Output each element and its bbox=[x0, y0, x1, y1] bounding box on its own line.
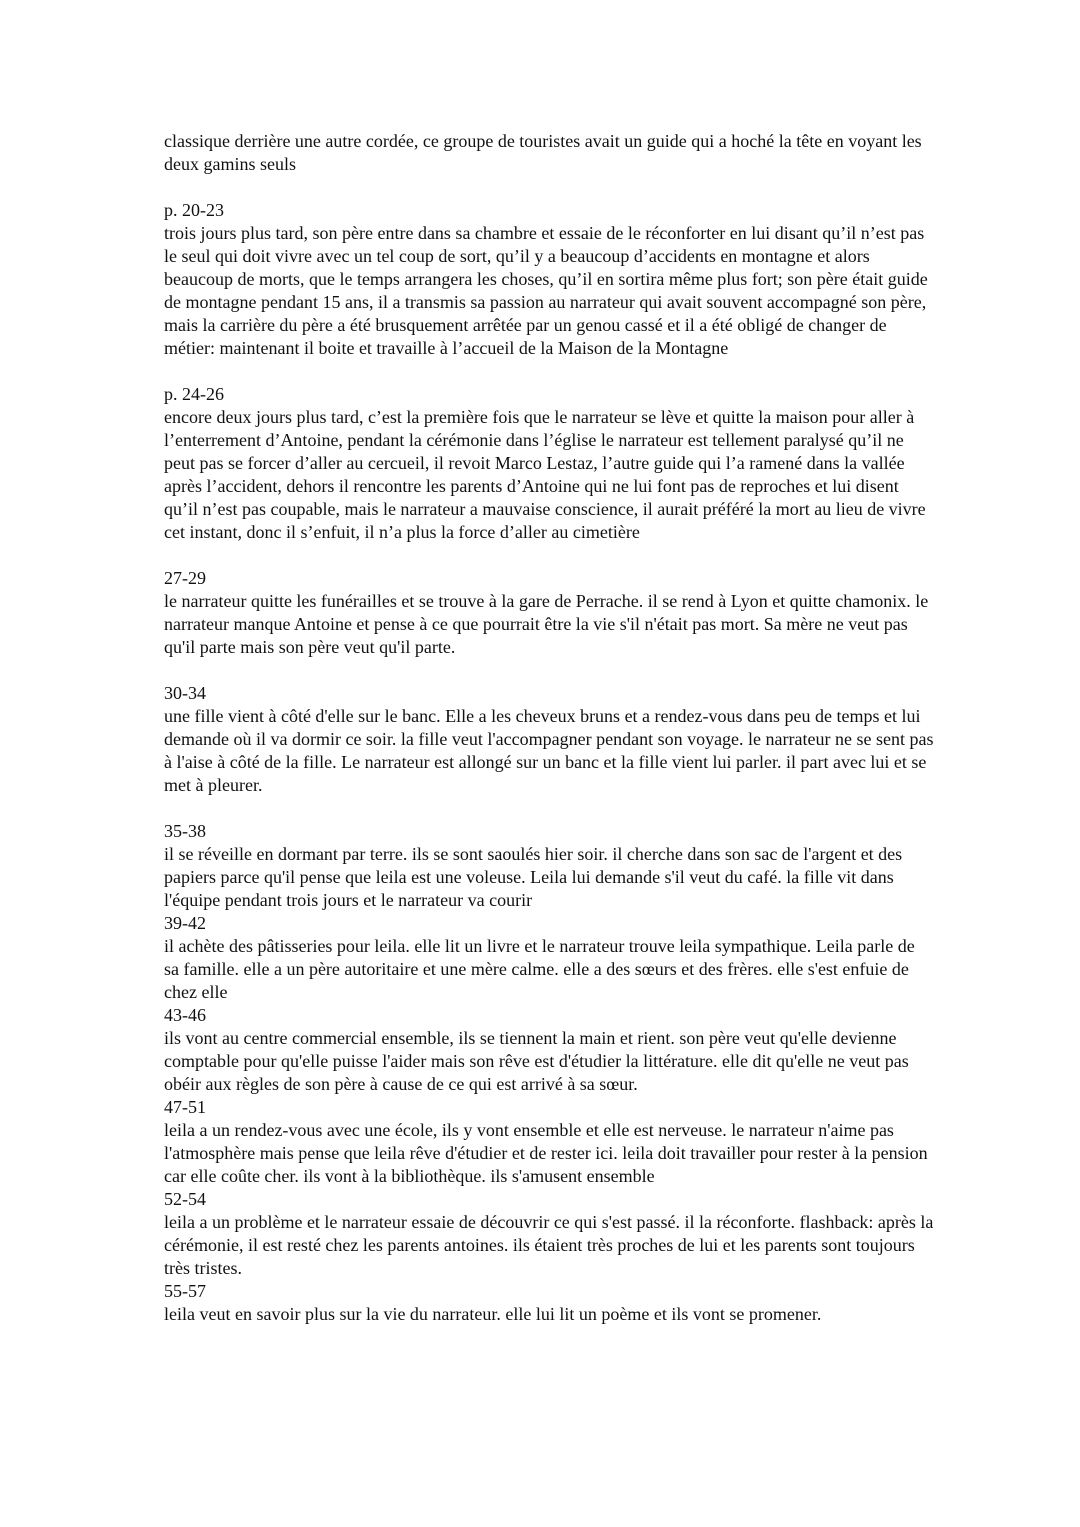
section-heading: 55-57 bbox=[164, 1281, 206, 1301]
section-text: leila a un problème et le narrateur essaie de découvrir ce qui s'est passé. il la réconforte. flashback: après la cérémonie, il est resté chez les parents antoines. ils étaient très proches de lui et les parents sont toujours très tristes. bbox=[164, 1212, 934, 1278]
section-heading: 39-42 bbox=[164, 913, 206, 933]
section-text: le narrateur quitte les funérailles et se trouve à la gare de Perrache. il se rend à Lyon et quitte chamonix. le narrateur manque Antoine et pense à ce que pourrait être la vie s'il n'était pas mort. Sa mère ne veut pas qu'il parte mais son père veut qu'il parte. bbox=[164, 591, 929, 657]
section-heading: 30-34 bbox=[164, 683, 206, 703]
section-intro bbox=[164, 130, 934, 176]
section-heading: 47-51 bbox=[164, 1097, 206, 1117]
section-text: une fille vient à côté d'elle sur le banc. Elle a les cheveux bruns et a rendez-vous dans peu de temps et lui demande où il va dormir ce soir. la fille veut l'accompagner pendant son voyage. le narrateur ne se sent pas à l'aise à côté de la fille. Le narrateur est allongé sur un banc et la fille vient lui parler. il part avec lui et se met à pleurer. bbox=[164, 706, 934, 795]
section-35-38 bbox=[164, 820, 934, 912]
document-page bbox=[164, 130, 934, 1326]
section-heading: 27-29 bbox=[164, 568, 206, 588]
section-55-57 bbox=[164, 1280, 934, 1326]
section-text: ils vont au centre commercial ensemble, ils se tiennent la main et rient. son père veut qu'elle devienne comptable pour qu'elle puisse l'aider mais son rêve est d'étudier la littérature. elle dit qu'elle ne veut pas obéir aux règles de son père à cause de ce qui est arrivé à sa sœur. bbox=[164, 1028, 909, 1094]
section-p24-26 bbox=[164, 383, 934, 544]
section-text: classique derrière une autre cordée, ce groupe de touristes avait un guide qui a hoché la tête en voyant les deux gamins seuls bbox=[164, 131, 922, 174]
section-text: il se réveille en dormant par terre. ils se sont saoulés hier soir. il cherche dans son sac de l'argent et des papiers parce qu'il pense que leila est une voleuse. Leila lui demande s'il veut du café. la fille vit dans l'équipe pendant trois jours et le narrateur va courir bbox=[164, 844, 903, 910]
section-47-51 bbox=[164, 1096, 934, 1188]
section-43-46 bbox=[164, 1004, 934, 1096]
section-52-54 bbox=[164, 1188, 934, 1280]
section-heading: 52-54 bbox=[164, 1189, 206, 1209]
section-heading: p. 20-23 bbox=[164, 200, 224, 220]
section-text: leila veut en savoir plus sur la vie du narrateur. elle lui lit un poème et ils vont se promener. bbox=[164, 1304, 822, 1324]
section-text: trois jours plus tard, son père entre dans sa chambre et essaie de le réconforter en lui disant qu’il n’est pas le seul qui doit vivre avec un tel coup de sort, qu’il y a beaucoup d’accidents en montagne et alors beaucoup de morts, que le temps arrangera les choses, qu’il en sortira même plus fort; son père était guide de montagne pendant 15 ans, il a transmis sa passion au narrateur qui avait souvent accompagné son père, mais la carrière du père a été brusquement arrêtée par un genou cassé et il a été obligé de changer de métier: maintenant il boite et travaille à l’accueil de la Maison de la Montagne bbox=[164, 223, 928, 358]
section-27-29 bbox=[164, 567, 934, 659]
section-text: encore deux jours plus tard, c’est la première fois que le narrateur se lève et quitte la maison pour aller à l’enterrement d’Antoine, pendant la cérémonie dans l’église le narrateur est tellement paralysé qu’il ne peut pas se forcer d’aller au cercueil, il revoit Marco Lestaz, l’autre guide qui l’a ramené dans la vallée après l’accident, dehors il rencontre les parents d’Antoine qui ne lui font pas de reproches et lui disent qu’il n’est pas coupable, mais le narrateur a mauvaise conscience, il aurait préféré la mort au lieu de vivre cet instant, donc il s’enfuit, il n’a plus la force d’aller au cimetière bbox=[164, 407, 926, 542]
section-heading: p. 24-26 bbox=[164, 384, 224, 404]
section-39-42 bbox=[164, 912, 934, 1004]
section-text: leila a un rendez-vous avec une école, ils y vont ensemble et elle est nerveuse. le narrateur n'aime pas l'atmosphère mais pense que leila rêve d'étudier et de rester ici. leila doit travailler pour rester à la pension car elle coûte cher. ils vont à la bibliothèque. ils s'amusent ensemble bbox=[164, 1120, 928, 1186]
section-p20-23 bbox=[164, 199, 934, 360]
section-heading: 35-38 bbox=[164, 821, 206, 841]
section-30-34 bbox=[164, 682, 934, 797]
section-text: il achète des pâtisseries pour leila. elle lit un livre et le narrateur trouve leila sympathique. Leila parle de sa famille. elle a un père autoritaire et une mère calme. elle a des sœurs et des frères. elle s'est enfuie de chez elle bbox=[164, 936, 915, 1002]
section-heading: 43-46 bbox=[164, 1005, 206, 1025]
